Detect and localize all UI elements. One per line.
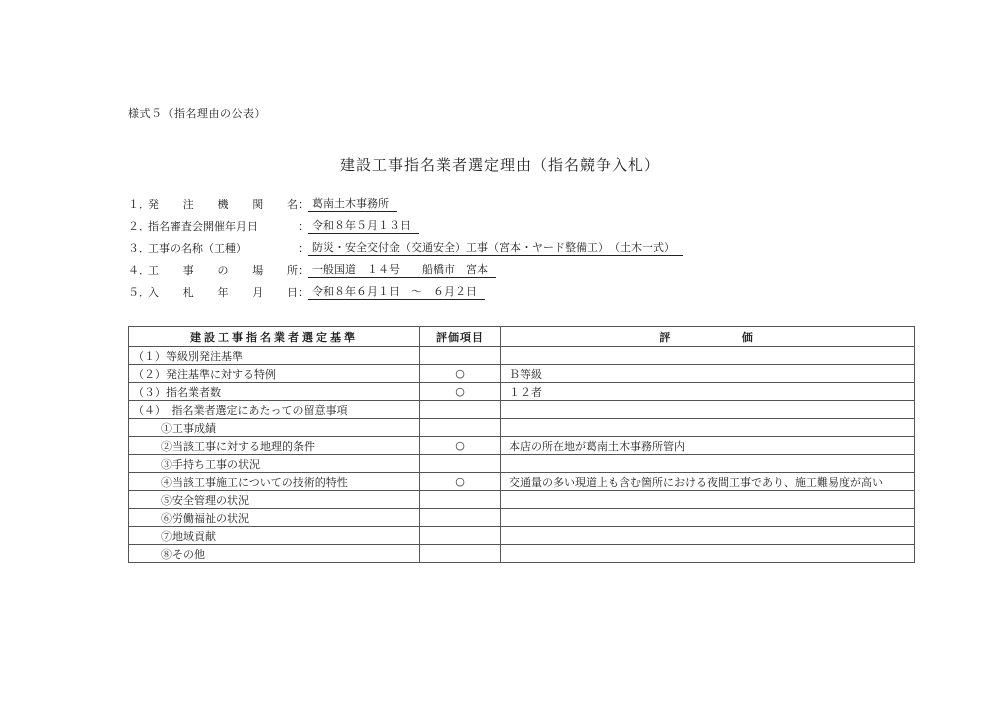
table-row bbox=[129, 455, 915, 473]
criterion-cell: （３）指名業者数 bbox=[129, 383, 420, 401]
document-title: 建設工事指名業者選定理由（指名競争入札） bbox=[339, 156, 660, 174]
info-value: 令和８年６月１日 ～ ６月２日 bbox=[308, 285, 485, 300]
info-section bbox=[128, 190, 888, 300]
evaluation-cell: Ｂ等級 bbox=[501, 365, 915, 383]
info-row-project-name bbox=[128, 234, 888, 256]
table-row bbox=[129, 401, 915, 419]
mark-cell bbox=[420, 545, 501, 563]
colon: ： bbox=[298, 198, 309, 211]
table-row bbox=[129, 473, 915, 491]
info-value: 一般国道 １４号 船橋市 宮本 bbox=[308, 263, 496, 278]
info-row-location bbox=[128, 256, 888, 278]
mark-cell bbox=[420, 419, 501, 437]
info-number: ４． bbox=[128, 264, 150, 277]
criterion-cell: ⑦地域貢献 bbox=[129, 527, 420, 545]
table-row bbox=[129, 545, 915, 563]
mark-cell bbox=[420, 491, 501, 509]
table-row bbox=[129, 383, 915, 401]
evaluation-cell: 交通量の多い現道上も含む箇所における夜間工事であり、施工難易度が高い bbox=[501, 473, 915, 491]
colon: ： bbox=[298, 242, 309, 255]
selection-criteria-table bbox=[128, 326, 915, 563]
info-row-bid-date bbox=[128, 278, 888, 300]
table-header-row bbox=[129, 327, 915, 347]
evaluation-cell bbox=[501, 419, 915, 437]
header-evaluation-char1: 評 bbox=[659, 330, 674, 344]
mark-cell bbox=[420, 527, 501, 545]
criterion-cell: （１）等級別発注基準 bbox=[129, 347, 420, 365]
mark-cell bbox=[420, 455, 501, 473]
header-evaluation-char2: 価 bbox=[741, 330, 756, 344]
criterion-cell: ③手持ち工事の状況 bbox=[129, 455, 420, 473]
info-value: 令和８年５月１３日 bbox=[308, 219, 419, 234]
evaluation-cell: １２者 bbox=[501, 383, 915, 401]
mark-cell bbox=[420, 401, 501, 419]
header-evaluation-item: 評価項目 bbox=[420, 327, 501, 347]
info-label: 指名審査会開催年月日 bbox=[148, 220, 258, 233]
mark-cell: ○ bbox=[420, 383, 501, 401]
evaluation-cell bbox=[501, 455, 915, 473]
mark-cell: ○ bbox=[420, 365, 501, 383]
info-number: ５． bbox=[128, 286, 150, 299]
info-row-review-date bbox=[128, 212, 888, 234]
evaluation-cell bbox=[501, 527, 915, 545]
form-number-label: 様式５（指名理由の公表） bbox=[128, 107, 266, 120]
criterion-cell: ⑤安全管理の状況 bbox=[129, 491, 420, 509]
info-row-issuing-agency bbox=[128, 190, 888, 212]
info-number: ３． bbox=[128, 242, 150, 255]
table-row bbox=[129, 527, 915, 545]
table-row bbox=[129, 347, 915, 365]
info-value: 葛南土木事務所 bbox=[308, 197, 397, 212]
criterion-cell: ⑧その他 bbox=[129, 545, 420, 563]
header-criteria: 建設工事指名業者選定基準 bbox=[129, 327, 420, 347]
criterion-cell: ④当該工事施工についての技術的特性 bbox=[129, 473, 420, 491]
colon: ： bbox=[298, 220, 309, 233]
criterion-cell: ②当該工事に対する地理的条件 bbox=[129, 437, 420, 455]
table-row bbox=[129, 419, 915, 437]
criterion-cell: （２）発注基準に対する特例 bbox=[129, 365, 420, 383]
mark-cell bbox=[420, 509, 501, 527]
evaluation-cell bbox=[501, 401, 915, 419]
mark-cell: ○ bbox=[420, 437, 501, 455]
evaluation-cell bbox=[501, 347, 915, 365]
info-value: 防災・安全交付金（交通安全）工事（宮本・ヤード整備工） （土木一式） bbox=[308, 241, 683, 256]
evaluation-cell: 本店の所在地が葛南土木事務所管内 bbox=[501, 437, 915, 455]
info-label: 発 注 機 関 名 bbox=[148, 198, 298, 211]
mark-cell bbox=[420, 347, 501, 365]
header-evaluation bbox=[501, 327, 915, 347]
criterion-cell: ⑥労働福祉の状況 bbox=[129, 509, 420, 527]
evaluation-cell bbox=[501, 545, 915, 563]
colon: ： bbox=[298, 264, 309, 277]
table-row bbox=[129, 437, 915, 455]
criterion-cell: ①工事成績 bbox=[129, 419, 420, 437]
table-row bbox=[129, 509, 915, 527]
info-number: ２． bbox=[128, 220, 150, 233]
colon: ： bbox=[298, 286, 309, 299]
table-row bbox=[129, 491, 915, 509]
info-label: 工 事 の 場 所 bbox=[148, 264, 298, 277]
info-number: １． bbox=[128, 198, 150, 211]
table-row bbox=[129, 365, 915, 383]
criterion-cell: （４） 指名業者選定にあたっての留意事項 bbox=[129, 401, 420, 419]
evaluation-cell bbox=[501, 509, 915, 527]
mark-cell: ○ bbox=[420, 473, 501, 491]
info-label: 入 札 年 月 日 bbox=[148, 286, 298, 299]
evaluation-cell bbox=[501, 491, 915, 509]
info-label: 工事の名称（工種） bbox=[148, 242, 247, 255]
